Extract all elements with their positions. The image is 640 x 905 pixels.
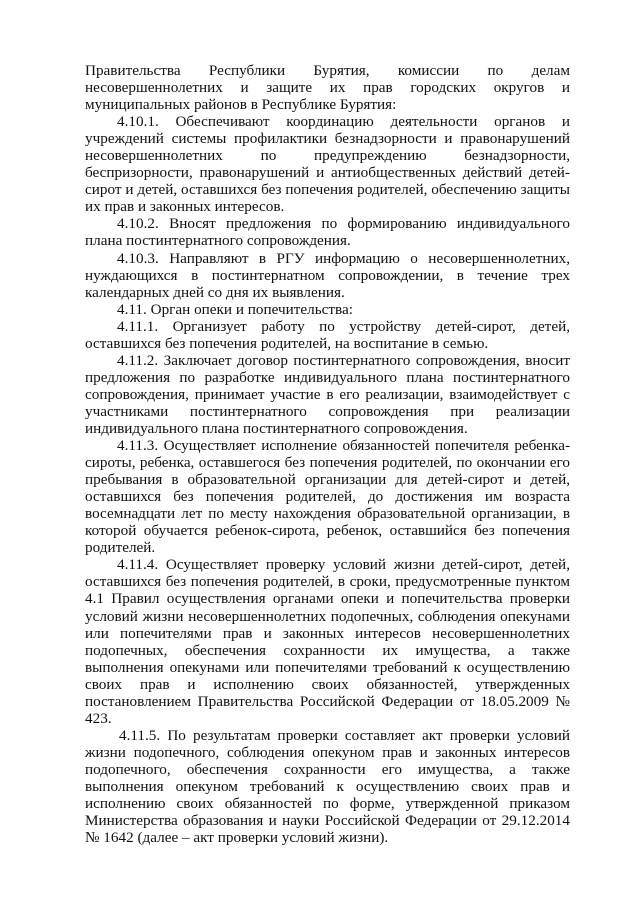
paragraph-continuation: Правительства Республики Бурятия, комиссии по делам несовершеннолетних и защите их прав городских округов и муниципальных районов в Республике Бурятия: <box>85 62 570 114</box>
paragraph-4-10-2: 4.10.2. Вносят предложения по формированию индивидуального плана постинтернатного сопровождения. <box>85 215 570 250</box>
paragraph-4-11-1: 4.11.1. Организует работу по устройству детей-сирот, детей, оставшихся без попечения родителей, на воспитание в семью. <box>85 317 570 352</box>
paragraph-4-11-5: 4.11.5. По результатам проверки составляет акт проверки условий жизни подопечного, соблюдения опекуном прав и законных интересов подопечного, обеспечения сохранности его имущества, а также выполнения опекуном требований к осуществлению своих прав и исполнению своих обязанностей по форме, утвержденной приказом Министерства образования и науки Российской Федерации от 29.12.2014 № 1642 (далее – акт проверки условий жизни). <box>85 726 570 847</box>
paragraph-4-10-3: 4.10.3. Направляют в РГУ информацию о несовершеннолетних, нуждающихся в постинтернатном сопровождении, в течение трех календарных дней со дня их выявления. <box>85 249 570 301</box>
document-page <box>85 62 570 846</box>
paragraph-4-11-2: 4.11.2. Заключает договор постинтернатного сопровождения, вносит предложения по разработке индивидуального плана постинтернатного сопровождения, принимает участие в его реализации, взаимодействует с участниками постинтернатного сопровождения при реализации индивидуального плана постинтернатного сопровождения. <box>85 351 570 437</box>
paragraph-4-11-heading: 4.11. Орган опеки и попечительства: <box>117 300 353 318</box>
paragraph-4-10-1: 4.10.1. Обеспечивают координацию деятельности органов и учреждений системы профилактики безнадзорности и правонарушений несовершеннолетних по предупреждению безнадзорности, беспризорности, правонарушений и антиобщественных действий детей-сирот и детей, оставшихся без попечения родителей, обеспечению защиты их прав и законных интересов. <box>85 113 570 216</box>
paragraph-4-11-4: 4.11.4. Осуществляет проверку условий жизни детей-сирот, детей, оставшихся без попечения родителей, в сроки, предусмотренные пунктом 4.1 Правил осуществления органами опеки и попечительства проверки условий жизни несовершеннолетних подопечных, соблюдения опекунами или попечителями прав и законных интересов несовершеннолетних подопечных, обеспечения сохранности их имущества, а также выполнения опекунами или попечителями требований к осуществлению своих прав и исполнению своих обязанностей, утвержденных постановлением Правительства Российской Федерации от 18.05.2009 № 423. <box>85 556 570 727</box>
paragraph-4-11-3: 4.11.3. Осуществляет исполнение обязанностей попечителя ребенка-сироты, ребенка, оставшегося без попечения родителей, по окончании его пребывания в образовательной организации для детей-сирот и детей, оставшихся без попечения родителей, до достижения им возраста восемнадцати лет по месту нахождения образовательной организации, в которой обучается ребенок-сирота, ребенок, оставшийся без попечения родителей. <box>85 437 570 557</box>
